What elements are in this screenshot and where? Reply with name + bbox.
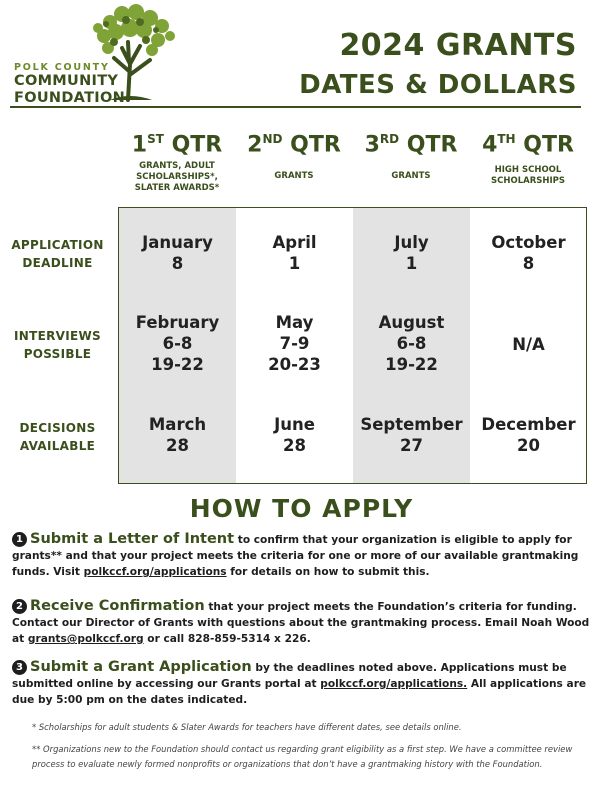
table-cell: N/A [512, 335, 545, 354]
grants-email-link[interactable]: grants@polkccf.org [27, 633, 144, 645]
table-cell: January 8 [142, 233, 213, 273]
row-label-decisions-available: DECISIONS AVAILABLE [19, 421, 96, 453]
logo-text-line3: FOUNDATION [14, 90, 126, 106]
quarter-header-3: 3RD QTR GRANTS [364, 132, 458, 182]
quarter-header-1: 1ST QTR GRANTS, ADULT SCHOLARSHIPS*, SLATER AWARDS* [131, 132, 223, 194]
applications-link[interactable]: polkccf.org/applications [83, 566, 227, 578]
how-to-apply-heading: HOW TO APPLY [189, 494, 414, 523]
step-3: 3 Submit a Grant Application by the deadlines noted above. Applications must be submitted online by accessing our Grants portal at polkccf.org/applications. All applications are due by 5:00 pm on the dates indicated. [12, 659, 587, 706]
table-cell: May 7-9 20-23 [268, 313, 321, 374]
step-number-icon: 2 [12, 599, 27, 614]
step-1: 1 Submit a Letter of Intent to confirm that your organization is eligible to apply for grants** and that your project meets the criteria for one or more of our available grantmaking funds. Visit polkccf.org/applications for details on how to submit this. [12, 531, 579, 578]
step-number-icon: 1 [12, 532, 27, 547]
page-title: 2024 GRANTS [339, 28, 577, 63]
table-cell: April 1 [272, 233, 317, 273]
footnote-2: ** Organizations new to the Foundation should contact us regarding grant eligibility as a first step. We have a committee review process to evaluate newly formed nonprofits or organizations that don’t have a grantmaking history with the Foundation. [32, 744, 573, 769]
row-label-interviews-possible: INTERVIEWS POSSIBLE [14, 329, 101, 361]
table-cell: December 20 [481, 415, 576, 455]
quarter-header-2: 2ND QTR GRANTS [247, 132, 341, 182]
foundation-logo [10, 2, 210, 104]
footnote-1: * Scholarships for adult students & Slater Awards for teachers have different dates, see details online. [32, 722, 462, 732]
table-cell: September 27 [360, 415, 463, 455]
table-cell: July 1 [394, 233, 429, 273]
step-heading: Submit a Letter of Intent [30, 531, 235, 547]
table-cell: August 6-8 19-22 [378, 313, 445, 374]
table-cell: February 6-8 19-22 [135, 313, 220, 374]
grants-portal-link[interactable]: polkccf.org/applications. [320, 678, 468, 690]
row-label-application-deadline: APPLICATION DEADLINE [11, 238, 104, 270]
step-heading: Receive Confirmation [30, 598, 205, 614]
logo-text-line2: COMMUNITY [14, 73, 119, 89]
logo-text-line1: POLK COUNTY [14, 62, 110, 73]
table-cell: June 28 [274, 415, 315, 455]
step-2: 2 Receive Confirmation that your project meets the Foundation’s criteria for funding. Contact our Director of Grants with questions about the grantmaking process. Email Noah Wood at grants@polkccf.org or call 828-859-5314 x 226. [12, 598, 590, 645]
table-cell: March 28 [148, 415, 207, 455]
step-number-icon: 3 [12, 660, 27, 675]
page-subtitle: DATES & DOLLARS [299, 70, 577, 100]
header-divider [10, 106, 581, 108]
dates-table [118, 207, 587, 484]
step-heading: Submit a Grant Application [30, 659, 252, 675]
quarter-header-4: 4TH QTR HIGH SCHOOL SCHOLARSHIPS [482, 132, 574, 187]
table-cell: October 8 [491, 233, 566, 273]
